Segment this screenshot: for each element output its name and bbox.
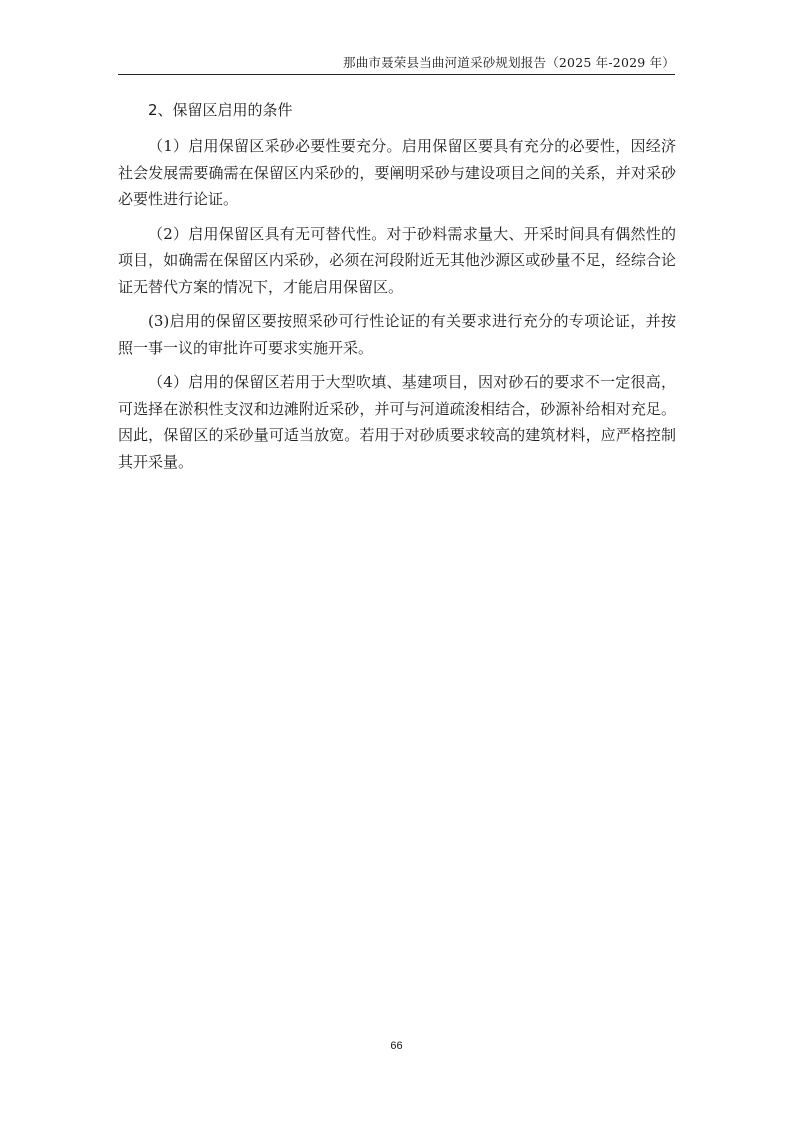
header-title: 那曲市聂荣县当曲河道采砂规划报告（2025 年-2029 年） <box>343 55 675 70</box>
page-number: 66 <box>390 1040 403 1052</box>
paragraph-4: （4）启用的保留区若用于大型吹填、基建项目，因对砂石的要求不一定很高，可选择在淤积性支汊和边滩附近采砂，并可与河道疏浚相结合，砂源补给相对充足。因此，保留区的采砂量可适当放宽。若用于对砂质要求较高的建筑材料，应严格控制其开采量。 <box>118 373 676 471</box>
paragraph-3: (3)启用的保留区要按照采砂可行性论证的有关要求进行充分的专项论证，并按照一事一议的审批许可要求实施开采。 <box>118 312 676 357</box>
section-heading: 2、保留区启用的条件 <box>148 101 293 119</box>
paragraph-2: （2）启用保留区具有无可替代性。对于砂料需求量大、开采时间具有偶然性的项目，如确需在保留区内采砂，必须在河段附近无其他沙源区或砂量不足，经综合论证无替代方案的情况下，才能启用保留区。 <box>118 224 676 296</box>
page-header <box>118 52 675 75</box>
paragraph-1: （1）启用保留区采砂必要性要充分。启用保留区要具有充分的必要性，因经济社会发展需要确需在保留区内采砂的，要阐明采砂与建设项目之间的关系，并对采砂必要性进行论证。 <box>118 137 676 208</box>
page-content <box>118 97 676 483</box>
